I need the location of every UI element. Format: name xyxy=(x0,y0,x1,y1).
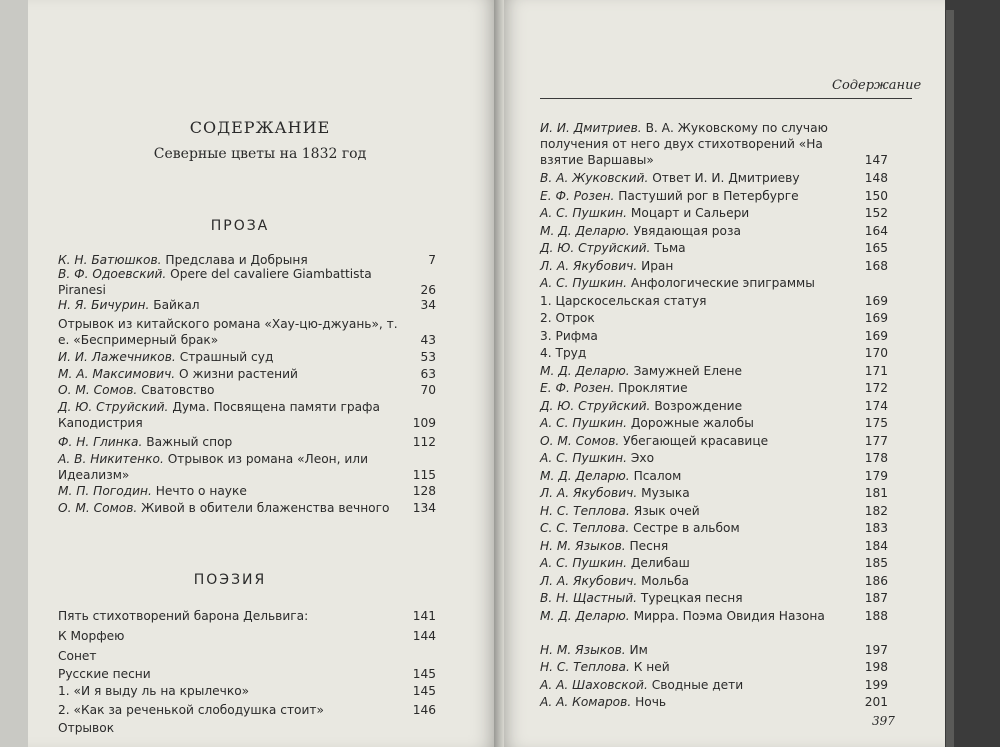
toc-entry-text xyxy=(540,205,888,221)
toc-entry-page: 145 xyxy=(412,667,436,681)
toc-entry-text xyxy=(58,451,436,483)
toc-entry-title: Им xyxy=(629,642,648,657)
toc-entry-text xyxy=(540,677,888,693)
toc-entry xyxy=(540,293,888,309)
toc-entry-author: Е. Ф. Розен. xyxy=(540,381,615,395)
toc-entry-author: В. Ф. Одоевский. xyxy=(58,267,167,281)
toc-entry-page: 164 xyxy=(864,223,888,238)
toc-entry-page: 53 xyxy=(420,350,436,364)
toc-entry-text xyxy=(540,170,888,186)
toc-entry-text xyxy=(540,485,888,501)
toc-entry-text xyxy=(540,694,888,710)
toc-entry xyxy=(58,608,436,624)
toc-entry xyxy=(58,434,436,450)
toc-entry-text xyxy=(540,345,888,361)
toc-entry xyxy=(58,297,436,313)
toc-entry-text xyxy=(58,628,436,644)
toc-entry-page: 141 xyxy=(412,609,436,623)
toc-entry-author: А. С. Пушкин. xyxy=(540,276,627,290)
book-gutter xyxy=(494,0,504,747)
toc-entry-title: Живой в обители блаженства вечного xyxy=(141,501,390,515)
prose-section-heading: ПРОЗА xyxy=(210,218,270,234)
toc-entry-author: О. М. Сомов. xyxy=(540,433,620,448)
toc-entry xyxy=(540,659,888,675)
toc-entry-author: Л. А. Якубович. xyxy=(540,486,638,500)
toc-entry-title: Тьма xyxy=(654,241,686,255)
toc-entry-author: Н. М. Языков. xyxy=(540,538,626,553)
toc-entry-page: 144 xyxy=(412,629,436,643)
toc-entry-author: Д. Ю. Струйский. xyxy=(540,398,651,413)
toc-entry-page: 170 xyxy=(864,346,888,360)
toc-entry-text xyxy=(540,433,888,449)
toc-entry xyxy=(540,345,888,361)
toc-entry-title: Дорожные жалобы xyxy=(630,416,754,430)
toc-entry-text xyxy=(540,380,888,396)
toc-entry-page: 172 xyxy=(864,381,888,395)
toc-entry-author: Н. С. Теплова. xyxy=(540,503,630,518)
toc-entry-page: 34 xyxy=(420,298,436,312)
toc-entry xyxy=(540,310,888,326)
toc-entry-page: 26 xyxy=(420,283,436,297)
toc-entry xyxy=(540,520,888,536)
toc-entry-page: 169 xyxy=(864,311,888,325)
toc-entry-page: 115 xyxy=(412,468,436,482)
toc-entry-title: Байкал xyxy=(153,298,200,312)
toc-entry-text xyxy=(58,720,436,736)
toc-entry-text xyxy=(540,275,888,291)
toc-entry-title: К Морфею xyxy=(58,629,125,643)
toc-entry-text xyxy=(540,538,888,554)
toc-entry-author: Н. Я. Бичурин. xyxy=(58,298,150,312)
toc-entry-text xyxy=(540,293,888,309)
toc-entry xyxy=(540,468,888,484)
toc-entry-author: Н. М. Языков. xyxy=(540,642,626,657)
toc-entry-text xyxy=(58,382,436,398)
toc-entry-page: 7 xyxy=(428,253,436,267)
toc-entry-author: А. С. Пушкин. xyxy=(540,556,627,570)
toc-entry-text xyxy=(58,297,436,313)
toc-entry-title: Убегающей красавице xyxy=(623,433,769,448)
toc-entry-author: М. Д. Деларю. xyxy=(540,223,630,238)
toc-entry-author: А. С. Пушкин. xyxy=(540,451,627,465)
toc-entry-title: Псалом xyxy=(633,468,682,483)
toc-entry xyxy=(540,450,888,466)
toc-entry xyxy=(540,642,888,658)
toc-entry xyxy=(540,240,888,256)
toc-entry-title: Моцарт и Сальери xyxy=(630,206,750,220)
toc-entry xyxy=(540,694,888,710)
toc-entry xyxy=(540,205,888,221)
toc-entry-page: 199 xyxy=(864,677,888,692)
contents-heading: СОДЕРЖАНИЕ xyxy=(189,118,331,137)
toc-entry-page: 109 xyxy=(412,416,436,430)
toc-entry-title: Песня xyxy=(629,538,669,553)
toc-entry xyxy=(540,120,888,168)
toc-entry-title: Анфологические эпиграммы xyxy=(630,276,815,290)
toc-entry-page: 168 xyxy=(864,258,888,273)
toc-entry-text xyxy=(58,349,436,365)
toc-entry xyxy=(540,275,888,291)
toc-entry-author: И. И. Лажечников. xyxy=(58,350,176,364)
toc-entry-title: В. А. Жуковскому по случаю получения от него двух стихотворений «На взятие Варшавы» xyxy=(540,121,828,167)
toc-entry-author: О. М. Сомов. xyxy=(58,383,138,397)
toc-entry-title: Отрывок xyxy=(58,721,115,735)
toc-entry-title: Важный спор xyxy=(146,435,233,449)
toc-entry-text xyxy=(58,399,436,431)
page-stack-edge xyxy=(946,10,954,747)
toc-entry-text xyxy=(540,503,888,519)
toc-entry-title: Opere del cavaliere Giambattista Piranesi xyxy=(58,267,372,297)
toc-entry-page: 184 xyxy=(864,538,888,553)
toc-entry-page: 43 xyxy=(420,333,436,347)
toc-entry-title: Сестре в альбом xyxy=(633,521,740,535)
toc-entry-text xyxy=(540,310,888,326)
toc-entry xyxy=(58,399,436,431)
toc-entry-page: 185 xyxy=(864,556,888,570)
toc-entry-page: 182 xyxy=(864,503,888,518)
toc-entry-author: А. С. Пушкин. xyxy=(540,416,627,430)
toc-entry-title: Русские песни xyxy=(58,667,151,681)
toc-entry-text xyxy=(540,258,888,274)
toc-entry-title: Сводные дети xyxy=(651,677,744,692)
toc-entry-author: А. А. Шаховской. xyxy=(540,677,648,692)
toc-entry-text xyxy=(58,434,436,450)
toc-entry-author: М. Д. Деларю. xyxy=(540,468,630,483)
toc-entry-text xyxy=(540,398,888,414)
toc-entry xyxy=(540,503,888,519)
toc-entry-text xyxy=(58,608,436,624)
toc-entry-page: 186 xyxy=(864,573,888,588)
toc-entry-title: Отрывок из китайского романа «Хау-цю-джуань», т. е. «Беспримерный брак» xyxy=(58,317,398,347)
toc-entry-author: С. С. Теплова. xyxy=(540,521,630,535)
contents-subheading: Северные цветы на 1832 год xyxy=(153,146,367,162)
toc-entry-page: 188 xyxy=(864,608,888,623)
toc-entry-page: 169 xyxy=(864,293,888,308)
page-number: 397 xyxy=(872,714,895,728)
toc-entry-author: К. Н. Батюшков. xyxy=(58,253,162,267)
toc-entry-text xyxy=(540,188,888,204)
toc-entry xyxy=(58,702,436,718)
toc-entry-title: Сонет xyxy=(58,649,97,663)
toc-entry-author: Н. С. Теплова. xyxy=(540,660,630,674)
toc-entry-page: 181 xyxy=(864,486,888,500)
toc-entry-page: 152 xyxy=(864,206,888,220)
toc-entry-author: А. А. Комаров. xyxy=(540,695,632,709)
toc-entry-title: Иран xyxy=(641,258,674,273)
toc-entry-author: М. П. Погодин. xyxy=(58,484,152,498)
toc-entry-author: А. С. Пушкин. xyxy=(540,206,627,220)
toc-entry xyxy=(540,485,888,501)
toc-entry-page: 201 xyxy=(864,695,888,709)
toc-entry-title: О жизни растений xyxy=(179,367,298,381)
toc-entry-page: 148 xyxy=(864,171,888,185)
toc-entry-text xyxy=(540,608,888,624)
toc-entry xyxy=(540,258,888,274)
toc-entry xyxy=(58,382,436,398)
toc-entry-page: 134 xyxy=(412,501,436,515)
toc-entry xyxy=(540,415,888,431)
toc-entry xyxy=(540,223,888,239)
toc-entry-text xyxy=(540,659,888,675)
toc-entry xyxy=(540,590,888,606)
toc-entry-title: Делибаш xyxy=(630,556,690,570)
toc-entry xyxy=(58,666,436,682)
toc-entry xyxy=(58,628,436,644)
toc-entry-author: М. Д. Деларю. xyxy=(540,363,630,378)
toc-entry-text xyxy=(58,316,436,348)
toc-entry-author: Л. А. Якубович. xyxy=(540,573,638,588)
toc-entry-title: 1. «И я выду ль на крылечко» xyxy=(58,684,250,698)
toc-entry-author: Л. А. Якубович. xyxy=(540,258,638,273)
toc-entry-text xyxy=(540,240,888,256)
toc-entry-page: 147 xyxy=(864,153,888,167)
toc-entry-text xyxy=(540,363,888,379)
toc-entry-title: Пять стихотворений барона Дельвига: xyxy=(58,609,309,623)
toc-entry-author: М. Д. Деларю. xyxy=(540,608,630,623)
toc-entry xyxy=(58,349,436,365)
toc-entry-title: 4. Труд xyxy=(540,346,587,360)
toc-entry xyxy=(540,328,888,344)
toc-entry-title: Ночь xyxy=(635,695,667,709)
toc-entry-title: Турецкая песня xyxy=(640,591,743,605)
toc-entry-page: 178 xyxy=(864,451,888,465)
toc-entry-page: 197 xyxy=(864,642,888,657)
toc-entry-title: Мирра. Поэма Овидия Назона xyxy=(633,608,825,623)
toc-entry-author: О. М. Сомов. xyxy=(58,501,138,515)
toc-entry-page: 150 xyxy=(864,188,888,203)
toc-entry-title: Мольба xyxy=(641,573,690,588)
toc-entry-page: 177 xyxy=(864,433,888,448)
toc-entry-text xyxy=(540,223,888,239)
toc-entry xyxy=(58,683,436,699)
toc-entry-text xyxy=(540,555,888,571)
toc-entry xyxy=(540,555,888,571)
toc-entry-text xyxy=(58,483,436,499)
toc-entry-text xyxy=(540,468,888,484)
toc-entry-title: Пастуший рог в Петербурге xyxy=(618,188,799,203)
toc-entry-text xyxy=(540,450,888,466)
toc-entry-page: 171 xyxy=(864,363,888,378)
toc-entry-title: Возрождение xyxy=(654,398,743,413)
toc-entry-page: 70 xyxy=(420,383,436,397)
toc-entry-text xyxy=(58,500,436,516)
toc-entry-text xyxy=(540,120,888,168)
toc-entry xyxy=(58,720,436,736)
toc-entry xyxy=(58,648,436,664)
toc-entry xyxy=(58,316,436,348)
toc-entry-text xyxy=(540,328,888,344)
toc-entry xyxy=(58,451,436,483)
toc-entry-text xyxy=(58,366,436,382)
toc-entry-text xyxy=(540,415,888,431)
toc-entry-title: К ней xyxy=(633,660,670,674)
toc-entry-title: Сватовство xyxy=(141,383,215,397)
toc-entry-page: 198 xyxy=(864,660,888,674)
toc-entry-page: 187 xyxy=(864,591,888,605)
toc-entry xyxy=(540,380,888,396)
toc-entry-page: 63 xyxy=(420,367,436,381)
toc-entry xyxy=(58,500,436,516)
toc-entry-title: Увядающая роза xyxy=(633,223,741,238)
toc-entry-text xyxy=(540,642,888,658)
toc-entry-author: Д. Ю. Струйский. xyxy=(58,400,169,414)
toc-entry-author: Ф. Н. Глинка. xyxy=(58,435,143,449)
toc-entry-page: 174 xyxy=(864,398,888,413)
toc-entry-text xyxy=(58,683,436,699)
toc-entry xyxy=(58,483,436,499)
toc-entry-title: 1. Царскосельская статуя xyxy=(540,293,707,308)
toc-entry-title: 2. Отрок xyxy=(540,311,595,325)
toc-entry xyxy=(540,398,888,414)
toc-entry-text xyxy=(58,648,436,664)
toc-entry-text xyxy=(58,702,436,718)
toc-entry-title: Страшный суд xyxy=(179,350,274,364)
poetry-section-heading: ПОЭЗИЯ xyxy=(193,572,267,588)
toc-entry xyxy=(540,170,888,186)
toc-entry-title: Дума. Посвящена памяти графа Каподистрия xyxy=(58,400,380,430)
toc-entry-author: И. И. Дмитриев. xyxy=(540,121,642,135)
toc-entry-page: 169 xyxy=(864,328,888,343)
toc-entry-title: Отрывок из романа «Леон, или Идеализм» xyxy=(58,452,368,482)
toc-entry-author: Д. Ю. Струйский. xyxy=(540,241,651,255)
toc-entry xyxy=(540,573,888,589)
toc-entry-page: 112 xyxy=(412,435,436,449)
toc-entry-title: 3. Рифма xyxy=(540,328,598,343)
toc-entry-text xyxy=(58,266,436,298)
toc-entry-title: Нечто о науке xyxy=(155,484,247,498)
running-head-rule xyxy=(540,98,912,99)
toc-entry-title: Предслава и Добрыня xyxy=(165,253,308,267)
toc-entry-page: 145 xyxy=(412,684,436,698)
toc-entry xyxy=(540,677,888,693)
running-head: Содержание xyxy=(832,78,922,93)
toc-entry xyxy=(540,538,888,554)
toc-entry-author: В. Н. Щастный. xyxy=(540,591,638,605)
toc-entry-page: 128 xyxy=(412,484,436,498)
toc-entry-title: 2. «Как за реченькой слободушка стоит» xyxy=(58,703,324,717)
toc-entry xyxy=(540,363,888,379)
toc-entry-title: Музыка xyxy=(641,486,690,500)
toc-entry-title: Ответ И. И. Дмитриеву xyxy=(652,171,800,185)
toc-entry-page: 183 xyxy=(864,521,888,535)
toc-entry xyxy=(540,188,888,204)
toc-entry-title: Проклятие xyxy=(618,381,688,395)
toc-entry-page: 165 xyxy=(864,241,888,255)
toc-entry-author: А. В. Никитенко. xyxy=(58,452,164,466)
toc-entry xyxy=(540,433,888,449)
toc-entry-text xyxy=(58,666,436,682)
toc-entry-title: Язык очей xyxy=(633,503,700,518)
toc-entry-page: 146 xyxy=(412,703,436,717)
toc-entry-page: 175 xyxy=(864,416,888,430)
toc-entry-title: Эхо xyxy=(630,451,655,465)
toc-entry xyxy=(58,266,436,298)
toc-entry xyxy=(540,608,888,624)
toc-entry-page: 179 xyxy=(864,468,888,483)
toc-entry-author: М. А. Максимович. xyxy=(58,367,176,381)
toc-entry-title: Замужней Елене xyxy=(633,363,742,378)
toc-entry xyxy=(58,366,436,382)
toc-entry-author: В. А. Жуковский. xyxy=(540,171,649,185)
toc-entry-text xyxy=(540,573,888,589)
toc-entry-text xyxy=(540,590,888,606)
toc-entry-text xyxy=(540,520,888,536)
toc-entry-author: Е. Ф. Розен. xyxy=(540,188,615,203)
